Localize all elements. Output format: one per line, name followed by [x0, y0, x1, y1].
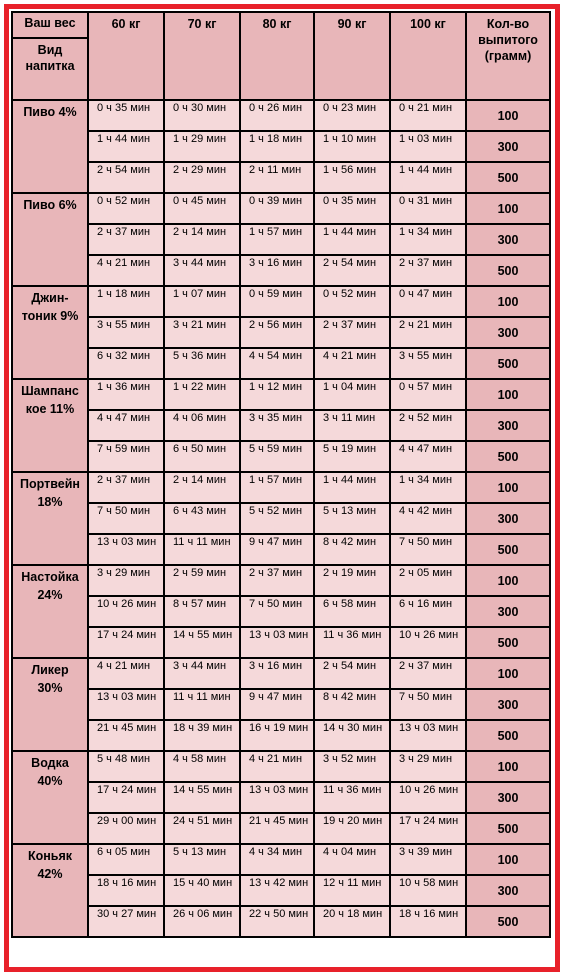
amount-cell: 500 [466, 813, 550, 844]
amount-cell: 100 [466, 286, 550, 317]
time-cell: 0 ч 52 мин [88, 193, 164, 224]
time-cell: 2 ч 54 мин [314, 255, 390, 286]
time-cell: 11 ч 36 мин [314, 627, 390, 658]
time-cell: 13 ч 03 мин [390, 720, 466, 751]
time-cell: 1 ч 44 мин [314, 472, 390, 503]
table-row [12, 534, 550, 565]
time-cell: 2 ч 56 мин [240, 317, 314, 348]
time-cell: 2 ч 59 мин [164, 565, 240, 596]
table-row [12, 379, 550, 410]
table-row [12, 844, 550, 875]
header-row [12, 12, 550, 100]
time-cell: 21 ч 45 мин [88, 720, 164, 751]
time-cell: 17 ч 24 мин [88, 627, 164, 658]
time-cell: 2 ч 05 мин [390, 565, 466, 596]
time-cell: 0 ч 35 мин [88, 100, 164, 131]
drink-label: Вид напитка [25, 43, 75, 73]
time-cell: 5 ч 19 мин [314, 441, 390, 472]
time-cell: 4 ч 54 мин [240, 348, 314, 379]
time-cell: 15 ч 40 мин [164, 875, 240, 906]
time-cell: 0 ч 45 мин [164, 193, 240, 224]
time-cell: 4 ч 21 мин [88, 658, 164, 689]
time-cell: 18 ч 16 мин [390, 906, 466, 937]
time-cell: 7 ч 50 мин [240, 596, 314, 627]
amount-cell: 500 [466, 348, 550, 379]
time-cell: 1 ч 34 мин [390, 224, 466, 255]
time-cell: 6 ч 32 мин [88, 348, 164, 379]
time-cell: 11 ч 36 мин [314, 782, 390, 813]
time-cell: 6 ч 50 мин [164, 441, 240, 472]
time-cell: 5 ч 13 мин [164, 844, 240, 875]
time-cell: 7 ч 59 мин [88, 441, 164, 472]
table-row [12, 813, 550, 844]
amount-cell: 300 [466, 782, 550, 813]
time-cell: 0 ч 30 мин [164, 100, 240, 131]
time-cell: 2 ч 14 мин [164, 224, 240, 255]
table-row [12, 100, 550, 131]
table-row [12, 565, 550, 596]
time-cell: 4 ч 47 мин [88, 410, 164, 441]
time-cell: 4 ч 06 мин [164, 410, 240, 441]
time-cell: 2 ч 29 мин [164, 162, 240, 193]
time-cell: 10 ч 26 мин [390, 627, 466, 658]
amount-cell: 100 [466, 751, 550, 782]
time-cell: 5 ч 13 мин [314, 503, 390, 534]
time-cell: 1 ч 29 мин [164, 131, 240, 162]
time-cell: 13 ч 03 мин [240, 782, 314, 813]
time-cell: 2 ч 11 мин [240, 162, 314, 193]
time-cell: 2 ч 54 мин [314, 658, 390, 689]
time-cell: 4 ч 21 мин [240, 751, 314, 782]
time-cell: 20 ч 18 мин [314, 906, 390, 937]
drink-name: Настойка 24% [12, 565, 88, 658]
table-row [12, 689, 550, 720]
weight-header: 100 кг [390, 12, 466, 100]
time-cell: 3 ч 44 мин [164, 658, 240, 689]
time-cell: 1 ч 44 мин [88, 131, 164, 162]
time-cell: 0 ч 23 мин [314, 100, 390, 131]
amount-cell: 300 [466, 410, 550, 441]
time-cell: 3 ч 44 мин [164, 255, 240, 286]
table-row [12, 224, 550, 255]
time-cell: 18 ч 16 мин [88, 875, 164, 906]
time-cell: 3 ч 39 мин [390, 844, 466, 875]
time-cell: 5 ч 59 мин [240, 441, 314, 472]
time-cell: 3 ч 16 мин [240, 658, 314, 689]
time-cell: 1 ч 03 мин [390, 131, 466, 162]
time-cell: 18 ч 39 мин [164, 720, 240, 751]
time-cell: 14 ч 55 мин [164, 782, 240, 813]
table-row [12, 720, 550, 751]
time-cell: 2 ч 37 мин [390, 658, 466, 689]
time-cell: 1 ч 18 мин [88, 286, 164, 317]
amount-cell: 300 [466, 596, 550, 627]
time-cell: 9 ч 47 мин [240, 534, 314, 565]
table-row [12, 627, 550, 658]
amount-header: Кол-во выпитого (грамм) [466, 12, 550, 100]
amount-cell: 500 [466, 627, 550, 658]
time-cell: 26 ч 06 мин [164, 906, 240, 937]
weight-header: 90 кг [314, 12, 390, 100]
time-cell: 24 ч 51 мин [164, 813, 240, 844]
time-cell: 14 ч 30 мин [314, 720, 390, 751]
time-cell: 1 ч 44 мин [390, 162, 466, 193]
time-cell: 2 ч 37 мин [314, 317, 390, 348]
drink-name: Пиво 4% [12, 100, 88, 193]
time-cell: 13 ч 42 мин [240, 875, 314, 906]
amount-cell: 100 [466, 193, 550, 224]
drink-name: Шампанс кое 11% [12, 379, 88, 472]
weight-label: Ваш вес [13, 13, 87, 39]
table-row [12, 286, 550, 317]
table-row [12, 193, 550, 224]
time-cell: 4 ч 47 мин [390, 441, 466, 472]
amount-cell: 500 [466, 441, 550, 472]
time-cell: 1 ч 57 мин [240, 472, 314, 503]
amount-cell: 300 [466, 317, 550, 348]
time-cell: 1 ч 18 мин [240, 131, 314, 162]
time-cell: 3 ч 11 мин [314, 410, 390, 441]
time-cell: 6 ч 43 мин [164, 503, 240, 534]
time-cell: 3 ч 29 мин [390, 751, 466, 782]
time-cell: 2 ч 37 мин [88, 224, 164, 255]
table-body [12, 100, 550, 937]
time-cell: 4 ч 42 мин [390, 503, 466, 534]
time-cell: 0 ч 47 мин [390, 286, 466, 317]
time-cell: 11 ч 11 мин [164, 689, 240, 720]
table-row [12, 410, 550, 441]
time-cell: 1 ч 56 мин [314, 162, 390, 193]
time-cell: 1 ч 07 мин [164, 286, 240, 317]
time-cell: 9 ч 47 мин [240, 689, 314, 720]
time-cell: 2 ч 37 мин [88, 472, 164, 503]
amount-cell: 500 [466, 906, 550, 937]
corner-header [12, 12, 88, 100]
time-cell: 7 ч 50 мин [390, 534, 466, 565]
amount-cell: 100 [466, 100, 550, 131]
table-row [12, 906, 550, 937]
time-cell: 1 ч 10 мин [314, 131, 390, 162]
drink-name: Джин- тоник 9% [12, 286, 88, 379]
time-cell: 3 ч 52 мин [314, 751, 390, 782]
time-cell: 5 ч 52 мин [240, 503, 314, 534]
time-cell: 2 ч 14 мин [164, 472, 240, 503]
alcohol-elimination-table [11, 11, 551, 938]
time-cell: 1 ч 57 мин [240, 224, 314, 255]
amount-cell: 300 [466, 503, 550, 534]
amount-cell: 100 [466, 844, 550, 875]
time-cell: 0 ч 52 мин [314, 286, 390, 317]
time-cell: 0 ч 21 мин [390, 100, 466, 131]
time-cell: 1 ч 04 мин [314, 379, 390, 410]
time-cell: 17 ч 24 мин [390, 813, 466, 844]
table-row [12, 348, 550, 379]
table-row [12, 875, 550, 906]
time-cell: 4 ч 34 мин [240, 844, 314, 875]
time-cell: 4 ч 58 мин [164, 751, 240, 782]
amount-cell: 300 [466, 689, 550, 720]
table-row [12, 441, 550, 472]
time-cell: 3 ч 16 мин [240, 255, 314, 286]
time-cell: 6 ч 16 мин [390, 596, 466, 627]
time-cell: 10 ч 58 мин [390, 875, 466, 906]
time-cell: 1 ч 34 мин [390, 472, 466, 503]
time-cell: 3 ч 21 мин [164, 317, 240, 348]
amount-cell: 100 [466, 379, 550, 410]
table-row [12, 162, 550, 193]
time-cell: 13 ч 03 мин [88, 689, 164, 720]
amount-cell: 300 [466, 224, 550, 255]
time-cell: 7 ч 50 мин [88, 503, 164, 534]
time-cell: 3 ч 29 мин [88, 565, 164, 596]
amount-cell: 100 [466, 472, 550, 503]
time-cell: 14 ч 55 мин [164, 627, 240, 658]
table-row [12, 782, 550, 813]
time-cell: 1 ч 12 мин [240, 379, 314, 410]
time-cell: 2 ч 52 мин [390, 410, 466, 441]
time-cell: 2 ч 37 мин [390, 255, 466, 286]
time-cell: 2 ч 19 мин [314, 565, 390, 596]
time-cell: 0 ч 39 мин [240, 193, 314, 224]
time-cell: 11 ч 11 мин [164, 534, 240, 565]
amount-cell: 500 [466, 534, 550, 565]
time-cell: 6 ч 58 мин [314, 596, 390, 627]
time-cell: 8 ч 42 мин [314, 689, 390, 720]
table-row [12, 751, 550, 782]
weight-header: 80 кг [240, 12, 314, 100]
drink-name: Ликер 30% [12, 658, 88, 751]
drink-name: Водка 40% [12, 751, 88, 844]
time-cell: 10 ч 26 мин [390, 782, 466, 813]
time-cell: 0 ч 57 мин [390, 379, 466, 410]
table-row [12, 131, 550, 162]
time-cell: 4 ч 21 мин [314, 348, 390, 379]
amount-cell: 300 [466, 131, 550, 162]
time-cell: 12 ч 11 мин [314, 875, 390, 906]
table-row [12, 596, 550, 627]
time-cell: 22 ч 50 мин [240, 906, 314, 937]
table-row [12, 658, 550, 689]
time-cell: 29 ч 00 мин [88, 813, 164, 844]
amount-cell: 100 [466, 658, 550, 689]
time-cell: 17 ч 24 мин [88, 782, 164, 813]
time-cell: 19 ч 20 мин [314, 813, 390, 844]
amount-cell: 500 [466, 162, 550, 193]
time-cell: 5 ч 48 мин [88, 751, 164, 782]
time-cell: 4 ч 21 мин [88, 255, 164, 286]
time-cell: 30 ч 27 мин [88, 906, 164, 937]
time-cell: 1 ч 44 мин [314, 224, 390, 255]
time-cell: 4 ч 04 мин [314, 844, 390, 875]
time-cell: 3 ч 55 мин [390, 348, 466, 379]
time-cell: 1 ч 22 мин [164, 379, 240, 410]
time-cell: 3 ч 35 мин [240, 410, 314, 441]
table-row [12, 472, 550, 503]
time-cell: 21 ч 45 мин [240, 813, 314, 844]
time-cell: 13 ч 03 мин [240, 627, 314, 658]
time-cell: 1 ч 36 мин [88, 379, 164, 410]
time-cell: 0 ч 26 мин [240, 100, 314, 131]
amount-cell: 500 [466, 720, 550, 751]
time-cell: 0 ч 31 мин [390, 193, 466, 224]
drink-name: Пиво 6% [12, 193, 88, 286]
time-cell: 7 ч 50 мин [390, 689, 466, 720]
time-cell: 6 ч 05 мин [88, 844, 164, 875]
time-cell: 8 ч 57 мин [164, 596, 240, 627]
time-cell: 8 ч 42 мин [314, 534, 390, 565]
time-cell: 16 ч 19 мин [240, 720, 314, 751]
time-cell: 5 ч 36 мин [164, 348, 240, 379]
weight-header: 70 кг [164, 12, 240, 100]
time-cell: 2 ч 37 мин [240, 565, 314, 596]
table-row [12, 317, 550, 348]
drink-name: Портвейн 18% [12, 472, 88, 565]
table-row [12, 503, 550, 534]
time-cell: 2 ч 21 мин [390, 317, 466, 348]
time-cell: 10 ч 26 мин [88, 596, 164, 627]
time-cell: 3 ч 55 мин [88, 317, 164, 348]
drink-name: Коньяк 42% [12, 844, 88, 937]
weight-header: 60 кг [88, 12, 164, 100]
table-row [12, 255, 550, 286]
amount-cell: 300 [466, 875, 550, 906]
time-cell: 0 ч 35 мин [314, 193, 390, 224]
amount-cell: 500 [466, 255, 550, 286]
time-cell: 13 ч 03 мин [88, 534, 164, 565]
time-cell: 0 ч 59 мин [240, 286, 314, 317]
amount-cell: 100 [466, 565, 550, 596]
time-cell: 2 ч 54 мин [88, 162, 164, 193]
